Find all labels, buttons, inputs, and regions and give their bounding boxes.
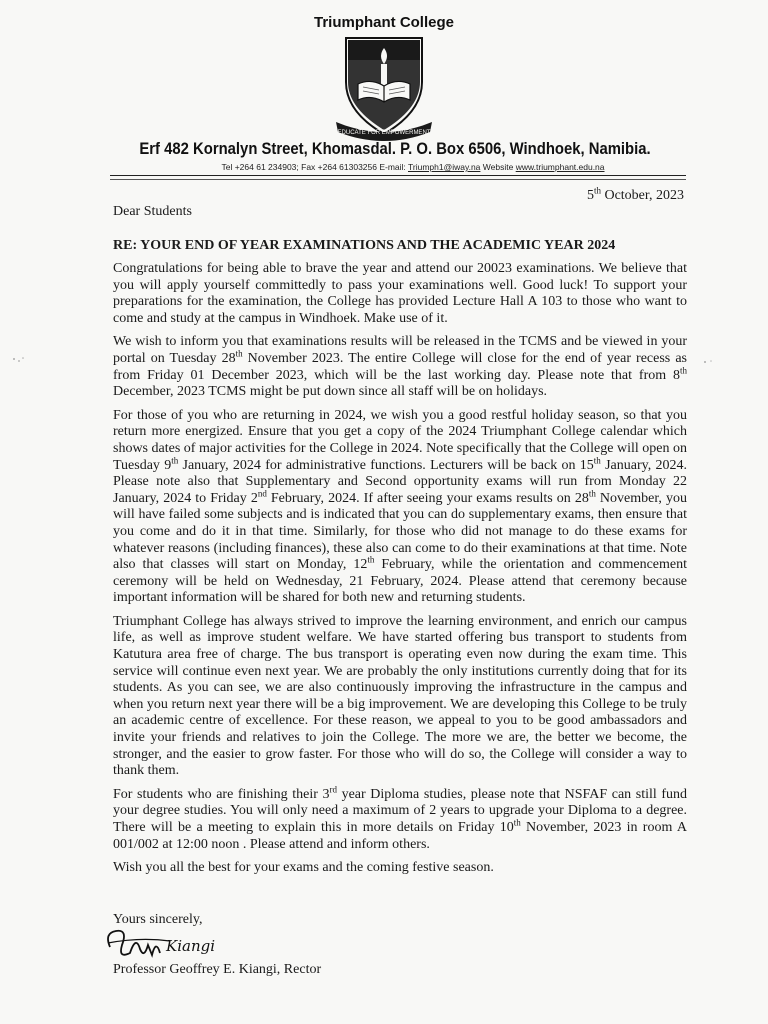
- contact-website-label: Website: [480, 162, 516, 172]
- college-name: Triumphant College: [313, 14, 454, 31]
- college-address: Erf 482 Kornalyn Street, Khomasdal. P. O. Box 6506, Windhoek, Namibia.: [139, 140, 651, 158]
- paragraph-campus: Triumphant College has always strived to improve the learning environment, and enrich our campus life, as well as improve student welfare. We have started offering bus transport to students from Katutura area free of charge. The bus transport is operating even now during the exam time. This service will continue even next year. We are probably the only institutions currently doing that for its students. As you can see, we are also continuously improving the infrastructure in the campus and when you return next year there will be a big improvement. We are developing this College to be truly an academic centre of excellence. For these reason, we appeal to you to be good ambassadors and invite your friends and relatives to join the College. The more we are, the better we become, the stronger, and the easier to grow faster. For those who will do so, the College will consider a way to thank them.: [113, 613, 687, 779]
- letter-subject: RE: YOUR END OF YEAR EXAMINATIONS AND THE ACADEMIC YEAR 2024: [113, 238, 616, 253]
- scan-speck: [10, 354, 28, 366]
- scan-speck: [700, 356, 718, 368]
- salutation: Dear Students: [113, 204, 192, 219]
- paragraph-results: We wish to inform you that examinations results will be released in the TCMS and be viewed in your portal on Tuesday 28th November 2023. The entire College will close for the end of year recess as from Friday 01 December 2023, which will be the last working day. Please note that from 8th December, 2023 TCMS might be put down since all staff will be on holidays.: [113, 334, 687, 400]
- paragraph-wishes: Wish you all the best for your exams and the coming festive season.: [113, 860, 494, 876]
- signature: [100, 925, 250, 965]
- paragraph-exams: Congratulations for being able to brave the year and attend our 20023 examinations. We believe that you will apply yourself committedly to pass your examinations well. Good luck! To support your preparations for the examination, the College has provided Lecture Hall A 103 to those who want to come and study at the campus in Windhoek. Make use of it.: [113, 261, 687, 326]
- college-logo: [334, 34, 434, 142]
- signature-text: Kiangi: [166, 937, 216, 955]
- paragraph-diploma: For students who are finishing their 3rd year Diploma studies, please note that NSFAF can still fund your degree studies. You will only need a maximum of 2 years to upgrade your Diploma to a degree. There will be a meeting to explain this in more details on Friday 10th November, 2023 in room A 001/002 at 12:00 noon . Please attend and inform others.: [113, 784, 687, 852]
- header-divider-thin: [110, 179, 686, 180]
- paragraph-returning: For those of you who are returning in 2024, we wish you a good restful holiday season, so that you return more energized. Ensure that you get a copy of the 2024 Triumphant College calendar which shows dates of major activities for the College in 2024. Note specifically that the College will open on Tuesday 9th January, 2024 for administrative functions. Lecturers will be back on 15th January, 2024. Please note also that Supplementary and Second opportunity exams will run from Monday 22 January, 2024 to Friday 2nd February, 2024. If after seeing your exams results on 28th November, you will have failed some subjects and is indicated that you can do supplementary exams, then ensure that you come and do it in that time. Similarly, for those who did not manage to do these exams for whatever reasons (including finances), these also can come to do their examinations at that time. Note also that classes will start on Monday, 12th February, while the orientation and commencement ceremony will be held on Wednesday, 21 February, 2024. Please attend that ceremony because important information will be shared for both new and returning students.: [113, 407, 687, 606]
- signer-name: Professor Geoffrey E. Kiangi, Rector: [113, 962, 322, 977]
- contact-email[interactable]: Triumph1@iway.na: [408, 162, 481, 172]
- closing: Yours sincerely,: [113, 912, 203, 927]
- letter-body: [113, 261, 687, 884]
- letter-date: 5th October, 2023: [586, 185, 684, 203]
- contact-phone-fax: Tel +264 61 234903; Fax +264 61303256 E-mail:: [221, 162, 408, 172]
- contact-website[interactable]: www.triumphant.edu.na: [515, 162, 605, 172]
- header-divider: [110, 175, 686, 176]
- logo-motto: EDUCATE FOR EMPOWERMENT: [337, 130, 431, 136]
- contact-line: [0, 162, 768, 172]
